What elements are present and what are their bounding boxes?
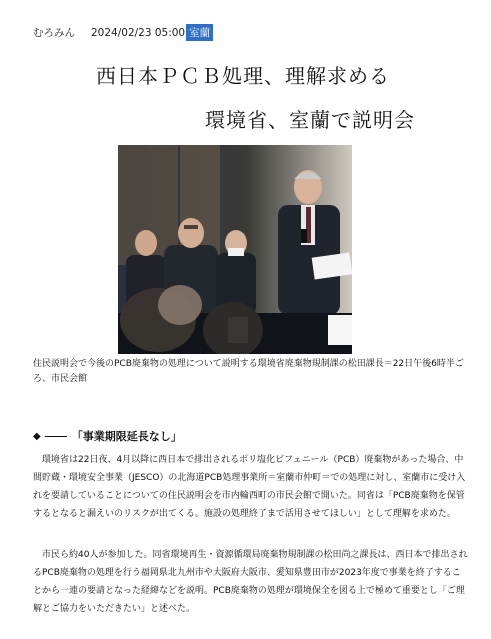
- diamond-icon: ◆: [33, 430, 41, 442]
- headline-main: 西日本ＰＣＢ処理、理解求める: [96, 64, 390, 88]
- publish-datetime: 2024/02/23 05:00: [91, 26, 186, 39]
- headline-sub: 環境省、室蘭で説明会: [205, 108, 415, 132]
- source-label: むろみん: [33, 27, 75, 39]
- article-paragraph: 環境省は22日夜、4月以降に西日本で排出されるポリ塩化ビフェニール（PCB）廃棄物があった場合、中間貯蔵・環境安全事業（JESCO）の北海道PCB処理事業所＝室蘭市仲町＝での処理に対し、室蘭市に受け入れを要請していることについての住民説明会を市内輪西町の市民会館で開いた。同省は「PCB廃棄物を保管するとなると漏えいのリスクが出てくる。施設の処理終了まで活用させてほしい」として理解を求めた。: [33, 455, 466, 519]
- news-photo: [118, 145, 352, 354]
- photo-illustration: [118, 145, 352, 354]
- article-meta: [33, 24, 213, 41]
- category-tag[interactable]: 室蘭: [186, 24, 213, 41]
- subheading-text: 「事業期限延長なし」: [71, 430, 182, 443]
- section-subheading: [33, 428, 182, 444]
- subheading-rule: [45, 436, 67, 437]
- photo-caption: 住民説明会で今後のPCB廃棄物の処理について説明する環境省廃棄物規制課の松田課長＝22日午後6時半ごろ、市民会館: [33, 359, 464, 384]
- article-paragraph: 市民ら約40人が参加した。同省環境再生・資源循環局廃棄物規制課の松田尚之課長は、西日本で排出されるPCB廃棄物の処理を行う福岡県北九州市や大阪府大阪市、愛知県豊田市が2023年度で事業を終了することから一連の要請となった経緯などを説明。PCB廃棄物の処理が環境保全を図る上で極めて重要とし「ご理解とご協力をいただきたい」と述べた。: [33, 550, 468, 614]
